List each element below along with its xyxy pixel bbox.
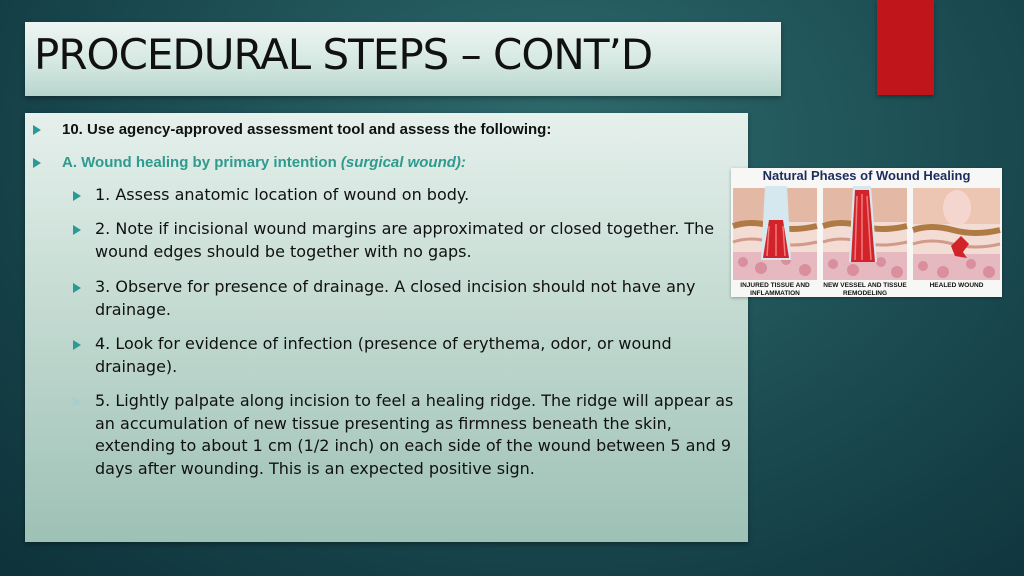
sub-bullet-arrow-icon xyxy=(73,225,81,235)
sub-bullet-arrow-icon xyxy=(73,191,81,201)
wound-phases-illustration xyxy=(731,186,1002,297)
wound-healing-heading xyxy=(62,154,466,171)
wound-healing-figure xyxy=(731,168,1002,297)
bullet-arrow-icon xyxy=(33,125,41,135)
wound-healing-heading-text: A. Wound healing by primary intention xyxy=(62,154,341,171)
phase-2-illustration xyxy=(823,186,907,280)
assessment-item-5: 5. Lightly palpate along incision to feel a healing ridge. The ridge will appear as an accumulation of new tissue presenting as firmness beneath the skin, extending to about 1 cm (1/2 inch) on each side of the wound between 5 and 9 days after wounding. This is an expected positive sign. xyxy=(95,391,734,478)
caption-phase-1: INJURED TISSUE AND INFLAMMATION xyxy=(740,282,810,297)
red-accent-tab xyxy=(877,0,934,95)
content-box xyxy=(25,113,748,542)
phase-1-illustration xyxy=(733,186,817,280)
assessment-item-3: 3. Observe for presence of drainage. A closed incision should not have any drainage. xyxy=(95,277,696,319)
sub-bullet-arrow-icon xyxy=(73,340,81,350)
caption-phase-2: NEW VESSEL AND TISSUE REMODELING xyxy=(823,282,907,297)
wound-healing-heading-emphasis: (surgical wound): xyxy=(340,154,466,171)
figure-title: Natural Phases of Wound Healing xyxy=(762,168,971,183)
phase-3-illustration xyxy=(913,188,1000,280)
caption-phase-3: HEALED WOUND xyxy=(929,282,984,289)
sub-bullet-arrow-icon xyxy=(73,283,81,293)
step-10-text: 10. Use agency-approved assessment tool and assess the following: xyxy=(62,121,552,138)
assessment-item-1: 1. Assess anatomic location of wound on body. xyxy=(95,185,470,204)
assessment-item-2: 2. Note if incisional wound margins are approximated or closed together. The wound edges should be together with no gaps. xyxy=(95,219,715,261)
slide-title: PROCEDURAL STEPS – CONT’D xyxy=(34,30,653,79)
assessment-item-4: 4. Look for evidence of infection (presence of erythema, odor, or wound drainage). xyxy=(95,334,672,376)
bullet-arrow-icon xyxy=(33,158,41,168)
sub-bullet-arrow-icon xyxy=(73,397,81,407)
title-box xyxy=(25,22,781,96)
